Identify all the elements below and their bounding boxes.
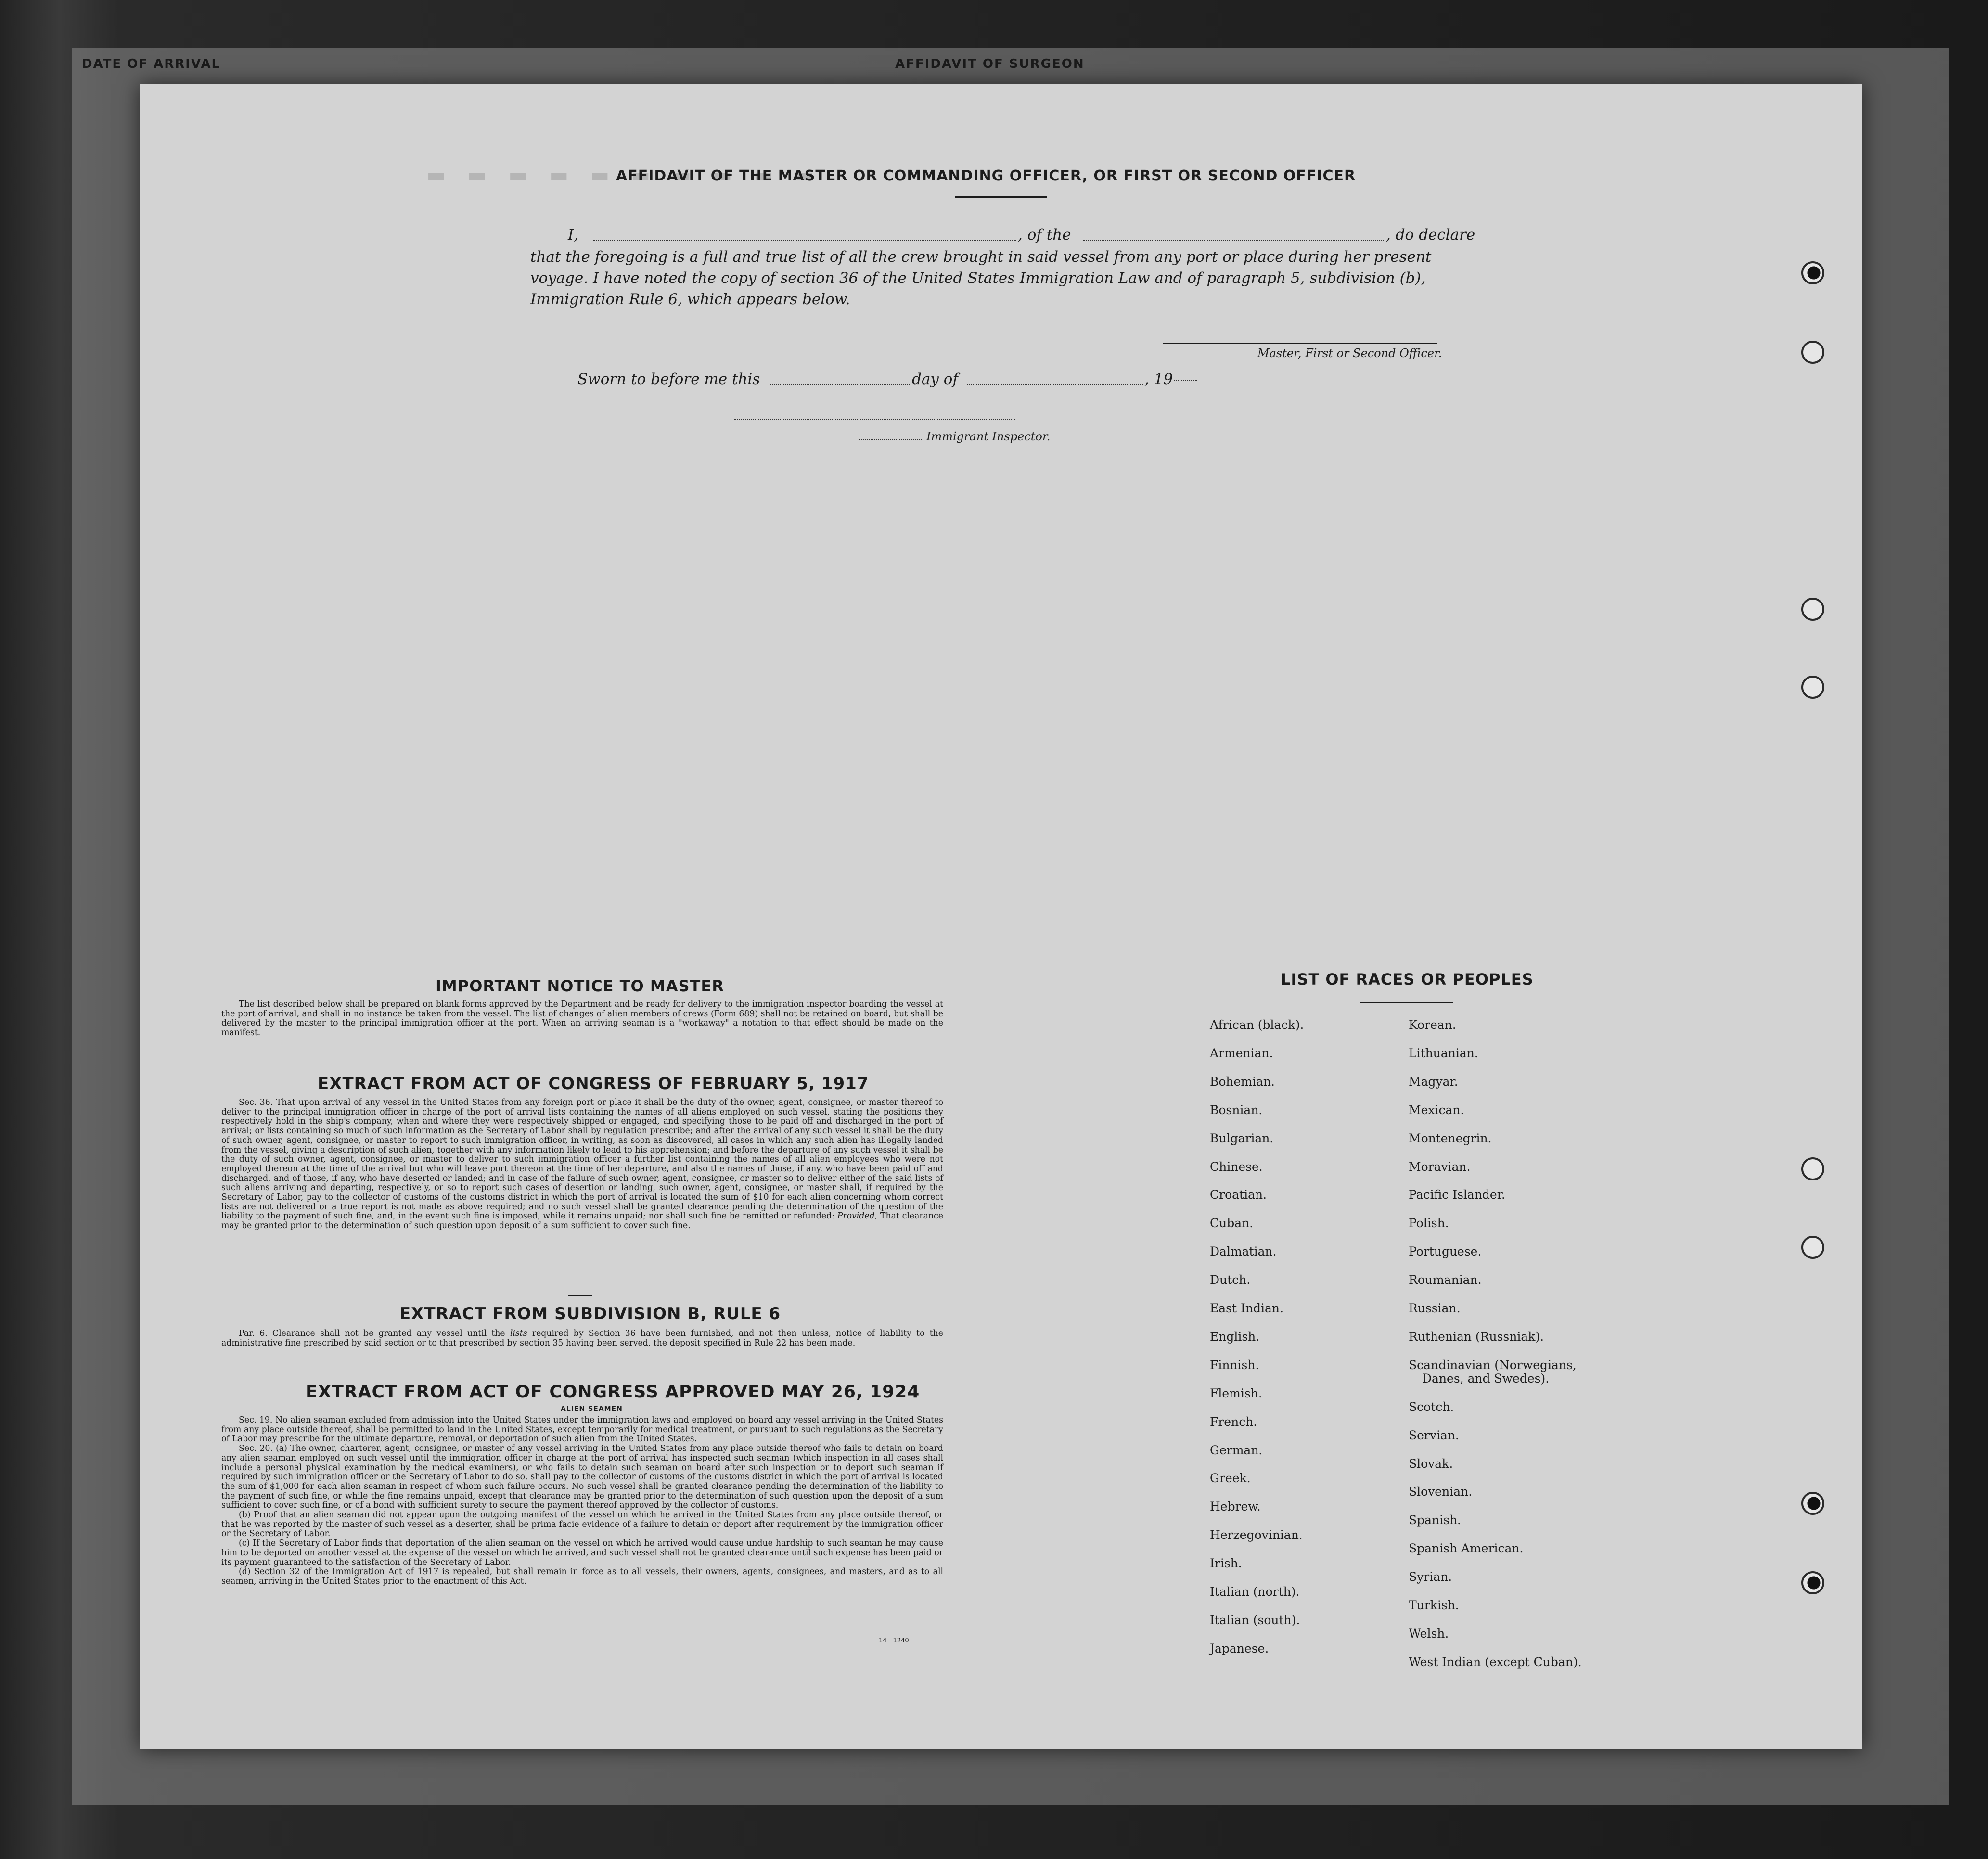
race-item: Dutch. [1210,1273,1251,1287]
race-item: Dalmatian. [1210,1244,1277,1259]
bleed-through-mark: ▬ ▬ ▬ ▬ ▬ ▬ ▬ ▬ ▬ ▬ [423,164,812,194]
race-item: French. [1210,1414,1257,1429]
hole-punch [1801,261,1824,284]
sec20d-text: (d) Section 32 of the Immigration Act of 1917 is repealed, but shall remain in force as to all vessels, their owners, agents, consignees, and masters, and as to all seamen, arriving in the United States prior to the enactment of this Act. [221,1567,943,1586]
hole-punch [1801,598,1824,621]
race-item: Cuban. [1210,1216,1254,1231]
race-item: Slovak. [1409,1456,1453,1471]
race-item: African (black). [1210,1018,1304,1032]
race-item: Portuguese. [1409,1244,1482,1259]
race-item: Lithuanian. [1409,1046,1478,1060]
races-title-rule [1360,1002,1453,1003]
race-item: Turkish. [1409,1598,1459,1612]
race-item: Spanish. [1409,1513,1462,1527]
hole-punch [1801,1571,1824,1594]
sec36-text-end: That clearance may be granted prior to the determination of such question upon deposit of a sum sufficient to cover such fine. [221,1211,944,1231]
extract-rule6-title: EXTRACT FROM SUBDIVISION B, RULE 6 [399,1304,781,1323]
day-of-label: day of [912,371,958,388]
race-item: Italian (north). [1210,1585,1300,1599]
affidavit-of-the-label: , of the [1018,226,1071,244]
lists-word: lists [510,1329,527,1338]
sworn-label: Sworn to before me this [577,371,760,388]
sec20-label: Sec. 20. [239,1444,273,1454]
race-item: German. [1210,1443,1263,1457]
race-item: Irish. [1210,1556,1242,1571]
extract-1917-title: EXTRACT FROM ACT OF CONGRESS OF FEBRUARY 5, 1917 [318,1074,869,1093]
notice-text [221,1000,943,1038]
race-item: Polish. [1409,1216,1449,1231]
inspector-short-line [859,439,922,440]
alien-seamen-subtitle: ALIEN SEAMEN [561,1405,623,1413]
race-item: Italian (south). [1210,1613,1300,1627]
sworn-day-blank-line[interactable] [770,384,910,385]
races-title: LIST OF RACES OR PEOPLES [1281,970,1534,988]
extract-1924-title: EXTRACT FROM ACT OF CONGRESS APPROVED MAY 26, 1924 [306,1382,920,1402]
race-item: West Indian (except Cuban). [1409,1654,1582,1669]
race-item: Syrian. [1409,1570,1452,1584]
signature-line[interactable] [1163,343,1437,344]
affidavit-declaration: that the foregoing is a full and true list of all the crew brought in said vessel from any port or place during her present voyage. I have noted the copy of section 36 of the United States Immigration Law and of paragraph 5, subdivision (b), Immigration Rule 6, which appears below. [530,248,1432,308]
race-item: Magyar. [1409,1074,1458,1089]
affidavit-title: AFFIDAVIT OF THE MASTER OR COMMANDING OFFICER, OR FIRST OR SECOND OFFICER [616,167,1356,184]
affidavit-do-declare-label: , do declare [1386,226,1475,244]
notice-paragraph: The list described below shall be prepared on blank forms approved by the Department and be ready for delivery to the immigration inspector boarding the vessel at the port of arrival, and shall in no instance be taken from the vessel. The list of changes of alien members of crews (Form 689) shall not be retained on board, but shall be delivered by the master to the principal immigration officer at the port. When an arriving seaman is a "workaway" a notation to that effect should be made on the manifest. [221,1000,943,1038]
year-blank-line[interactable] [1174,380,1197,381]
race-item: Chinese. [1210,1159,1263,1174]
race-item: Bulgarian. [1210,1131,1274,1145]
hole-punch [1801,676,1824,699]
par6-label: Par. 6. [239,1329,268,1338]
race-item: Armenian. [1210,1046,1273,1060]
hole-punch [1801,1236,1824,1259]
race-item: Greek. [1210,1471,1251,1486]
race-item: East Indian. [1210,1301,1283,1315]
race-item: Korean. [1409,1018,1456,1032]
vessel-blank-line[interactable] [1083,240,1384,241]
race-item: Danes, and Swedes). [1422,1371,1550,1385]
sec36-text: That upon arrival of any vessel in the United States from any foreign port or place it shall be the duty of the owner, agent, consignee, or master thereof to deliver to the principal immigration officer in charge of the port of arrival lists containing the names of all aliens employed on such vessel, stating the positions they respectively hold in the ship's company, when and where they were respectively shipped or engaged, and specifying those to be paid off and discharged in the port of arrival; or lists containing so much of such information as the Secretary of Labor shall by regulation prescribe; and after the arrival of any such vessel it shall be the duty of such owner, agent, consignee, or master to report to such immigration officer, in writing, as soon as discovered, all cases in which any such alien has illegally landed from the vessel, giving a description of such alien, together with any information likely to lead to his apprehension; and before the departure of any such vessel it shall be the duty of such owner, agent, consignee, or master to deliver to such immigration officer a further list containing the names of all alien employees who were not employed thereon at the time of the arrival but who will leave port thereon at the time of her departure, and also the names of those, if any, who have been paid off and discharged, and of those, if any, who have deserted or landed; and in case of the failure of such owner, agent, consignee, or master so to deliver either of the said lists of such aliens arriving and departing, respectively, or so to report such cases of desertion or landing, such owner, agent, consignee, or master shall, if required by the Secretary of Labor, pay to the collector of customs of the customs district in which the port of arrival is located the sum of $10 for each alien concerning whom correct lists are not delivered or a true report is not made as above required; and no such vessel shall be granted clearance pending the determination of the question of the liability to the payment of such fine, and, in the event such fine is imposed, while it remains unpaid; nor shall such fine be remitted or refunded: [221,1098,944,1221]
race-item: Japanese. [1210,1641,1269,1655]
race-item: Roumanian. [1409,1273,1482,1287]
year-label: , 19 [1144,371,1173,388]
par6-text-a: Clearance shall not be granted any vessel until the [272,1329,505,1338]
section-divider [568,1295,592,1296]
race-item: Scandinavian (Norwegians, [1409,1358,1577,1372]
race-item: Spanish American. [1409,1541,1524,1556]
race-item: Moravian. [1409,1159,1471,1174]
month-blank-line[interactable] [967,384,1143,385]
race-item: Bohemian. [1210,1074,1275,1089]
race-item: Slovenian. [1409,1485,1473,1499]
back-page-left-header: DATE OF ARRIVAL [82,57,221,71]
name-blank-line[interactable] [593,240,1016,241]
provided-label: Provided, [837,1211,878,1221]
sec19-text: No alien seaman excluded from admission into the United States under the immigration laws and employed on board any vessel arriving in the United States from any place outside thereof, shall be permitted to land in the United States, except temporarily for medical treatment, or pursuant to such regulations as the Secretary of Labor may prescribe for the ultimate departure, removal, or deportation of such alien from the United States. [221,1415,943,1444]
race-item: Mexican. [1409,1103,1464,1117]
race-item: Scotch. [1409,1399,1454,1414]
sec20a-text: (a) The owner, charterer, agent, consignee, or master of any vessel arriving in the United States from any place outside thereof who fails to detain on board any alien seaman employed on such vessel until the immigration officer in charge at the port of arrival has inspected such seaman (which inspection in all cases shall include a personal physical examination by the medical examiners), or who fails to detain such seaman on board after such inspection or to deport such seaman if required by such immigration officer or the Secretary of Labor to do so, shall pay to the collector of customs of the customs district in which the port of arrival is located the sum of $1,000 for each alien seaman in respect of whom such failure occurs. No such vessel shall be granted clearance pending the determination of the liability to the payment of such fine, or while the fine remains unpaid, except that clearance may be granted prior to the determination of such question upon the deposit of a sum sufficient to cover such fine, or of a bond with sufficient surety to secure the payment thereof approved by the collector of customs. [221,1444,943,1511]
race-item: Hebrew. [1210,1500,1261,1514]
sec36-label: Sec. 36. [239,1098,273,1107]
par6-text-b: required by Section 36 have been furnished, and not then unless, notice of liability to the administrative fine prescribed by said section or to that prescribed by section 35 having been served, the deposit specified in Rule 22 has been made. [221,1329,944,1348]
signature-label: Master, First or Second Officer. [1257,346,1442,360]
sec19-label: Sec. 19. [239,1415,273,1425]
affidavit-i-label: I, [568,226,579,244]
race-item: Russian. [1409,1301,1461,1315]
race-item: Herzegovinian. [1210,1528,1303,1542]
race-item: Finnish. [1210,1358,1259,1372]
inspector-label: Immigrant Inspector. [926,430,1051,443]
hole-punch [1801,1157,1824,1180]
extract-1917-text [221,1098,943,1231]
race-item: Servian. [1409,1428,1459,1442]
hole-punch [1801,341,1824,364]
race-item: Bosnian. [1210,1103,1263,1117]
extract-1924-text [221,1416,943,1587]
race-item: Flemish. [1210,1386,1262,1400]
hole-punch [1801,1492,1824,1515]
race-item: Welsh. [1409,1626,1449,1641]
notice-title: IMPORTANT NOTICE TO MASTER [436,977,724,995]
title-rule [955,196,1047,198]
race-item: Montenegrin. [1409,1131,1492,1145]
inspector-signature-line[interactable] [734,419,1015,420]
sec20c-text: (c) If the Secretary of Labor finds that deportation of the alien seaman on the vessel on which he arrived would cause undue hardship to such seaman he may cause him to be deported on another vessel at the expense of the vessel on which he arrived, and such vessel shall not be granted clearance until such expense has been paid or its payment guaranteed to the satisfaction of the Secretary of Labor. [221,1538,943,1567]
race-item: Croatian. [1210,1188,1267,1202]
race-item: Pacific Islander. [1409,1188,1505,1202]
race-item: English. [1210,1329,1260,1344]
sec20b-text: (b) Proof that an alien seaman did not appear upon the outgoing manifest of the vessel on which he arrived in the United States from any place outside thereof, or that he was reported by the master of such vessel as a deserter, shall be prima facie evidence of a failure to detain or deport after requirement by the immigration officer or the Secretary of Labor. [221,1510,943,1539]
race-item: Ruthenian (Russniak). [1409,1329,1544,1344]
back-page-right-header: AFFIDAVIT OF SURGEON [895,57,1085,71]
extract-rule6-text [221,1329,943,1348]
form-number: 14—1240 [879,1637,909,1644]
